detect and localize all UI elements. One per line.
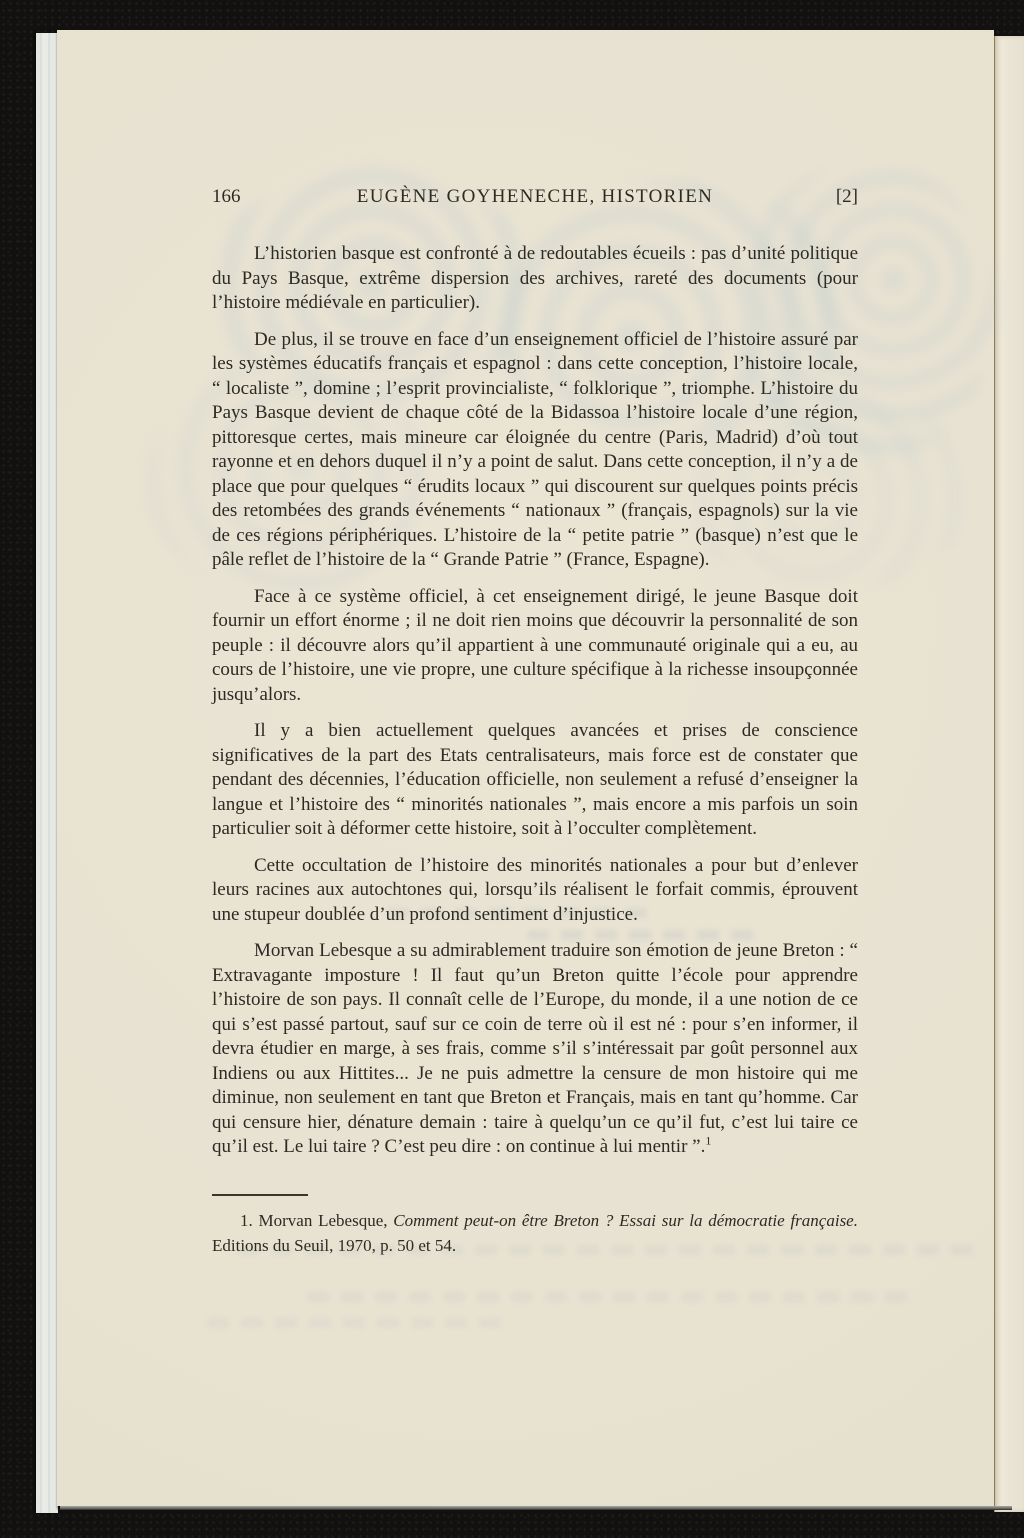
page-bottom-edge bbox=[60, 1506, 1012, 1510]
paragraph-6-text: Morvan Lebesque a su admirablement traduire son émotion de jeune Breton : “ Extravagante imposture ! Il faut qu’un Breton quitte l’école pour apprendre l’histoire de son pays. Il connaît celle de l’Europe, du monde, il a une notion de ce qui s’est passé partout, sauf sur ce coin de terre où il est né : pour s’en informer, il devra étudier en marge, à ses frais, comme s’il s’intéressait par goût personnel aux Indiens ou aux Hittites... Je ne puis admettre la censure de mon histoire qui me diminue, non seulement en tant que Breton et Français, mais en tant qu’homme. Car qui censure hier, dénature demain : taire à quelqu’un ce qu’il fut, c’est lui taire ce qu’il est. Le lui taire ? C’est peu dire : on continue à lui mentir ”. bbox=[212, 940, 858, 1157]
paragraph-6 bbox=[212, 939, 858, 1160]
body-text bbox=[212, 242, 858, 1160]
book-page bbox=[57, 30, 994, 1506]
book-fore-edge bbox=[36, 33, 58, 1513]
running-title: EUGÈNE GOYHENECHE, HISTORIEN bbox=[356, 186, 714, 207]
page-number: 166 bbox=[212, 186, 241, 207]
footnote-suffix: Editions du Seuil, 1970, p. 50 et 54. bbox=[212, 1235, 457, 1255]
column-reference: [2] bbox=[835, 186, 858, 207]
footnote bbox=[212, 1208, 858, 1258]
show-through-text bbox=[307, 1292, 907, 1302]
adjacent-page-edge bbox=[994, 36, 1024, 1512]
paragraph-2: De plus, il se trouve en face d’un enseignement officiel de l’histoire assuré par les systèmes éducatifs français et espagnol : dans cette conception, l’histoire locale, “ localiste ”, domine ; l’esprit provincialiste, “ folklorique ”, triomphe. L’histoire du Pays Basque devient de chaque côté de la Bidassoa l’histoire locale d’une région, pittoresque certes, mais mineure car éloignée du centre (Paris, Madrid) d’où tout rayonne et en dehors duquel il n’y a point de salut. Dans cette conception, il n’y a de place que pour quelques “ érudits locaux ” qui discourent sur quelques points précis des retombées des grands événements “ nationaux ” (français, espagnols) sur la vie de ces régions périphériques. L’histoire de la “ petite patrie ” (basque) n’est que le pâle reflet de l’histoire de la “ Grande Patrie ” (France, Espagne). bbox=[212, 328, 858, 570]
footnote-reference: 1 bbox=[705, 1133, 712, 1148]
paragraph-3: Face à ce système officiel, à cet enseignement dirigé, le jeune Basque doit fournir un effort énorme ; il ne doit rien moins que découvrir la personnalité de son peuple : il découvre alors qu’il appartient à une communauté originale qui a eu, au cours de l’histoire, une vie propre, une culture spécifique à la richesse insoupçonnée jusqu’alors. bbox=[212, 585, 858, 705]
show-through-text bbox=[207, 1318, 507, 1328]
footnote-book-title: Comment peut-on être Breton ? Essai sur la démocratie française. bbox=[393, 1210, 858, 1230]
paragraph-5: Cette occultation de l’histoire des minorités nationales a pour but d’enlever leurs racines aux autochtones qui, lorsqu’ils réalisent le forfait commis, éprouvent une stupeur doublée d’un profond sentiment d’injustice. bbox=[212, 854, 858, 925]
running-head bbox=[212, 185, 858, 209]
page-content bbox=[212, 30, 858, 1258]
footnote-prefix: 1. Morvan Lebesque, bbox=[240, 1210, 394, 1230]
paragraph-4: Il y a bien actuellement quelques avancées et prises de conscience significatives de la part des Etats centralisateurs, mais force est de constater que pendant des décennies, l’éducation officielle, non seulement a refusé d’enseigner la langue et l’histoire des “ minorités nationales ”, mais encore a mis parfois un soin particulier soit à déformer cette histoire, soit à l’occulter complètement. bbox=[212, 720, 858, 839]
footnote-rule bbox=[212, 1194, 308, 1196]
paragraph-1: L’historien basque est confronté à de redoutables écueils : pas d’unité politique du Pays Basque, extrême dispersion des archives, rareté des documents (pour l’histoire médiévale en particulier). bbox=[212, 243, 858, 313]
footnote-block bbox=[212, 1194, 858, 1258]
